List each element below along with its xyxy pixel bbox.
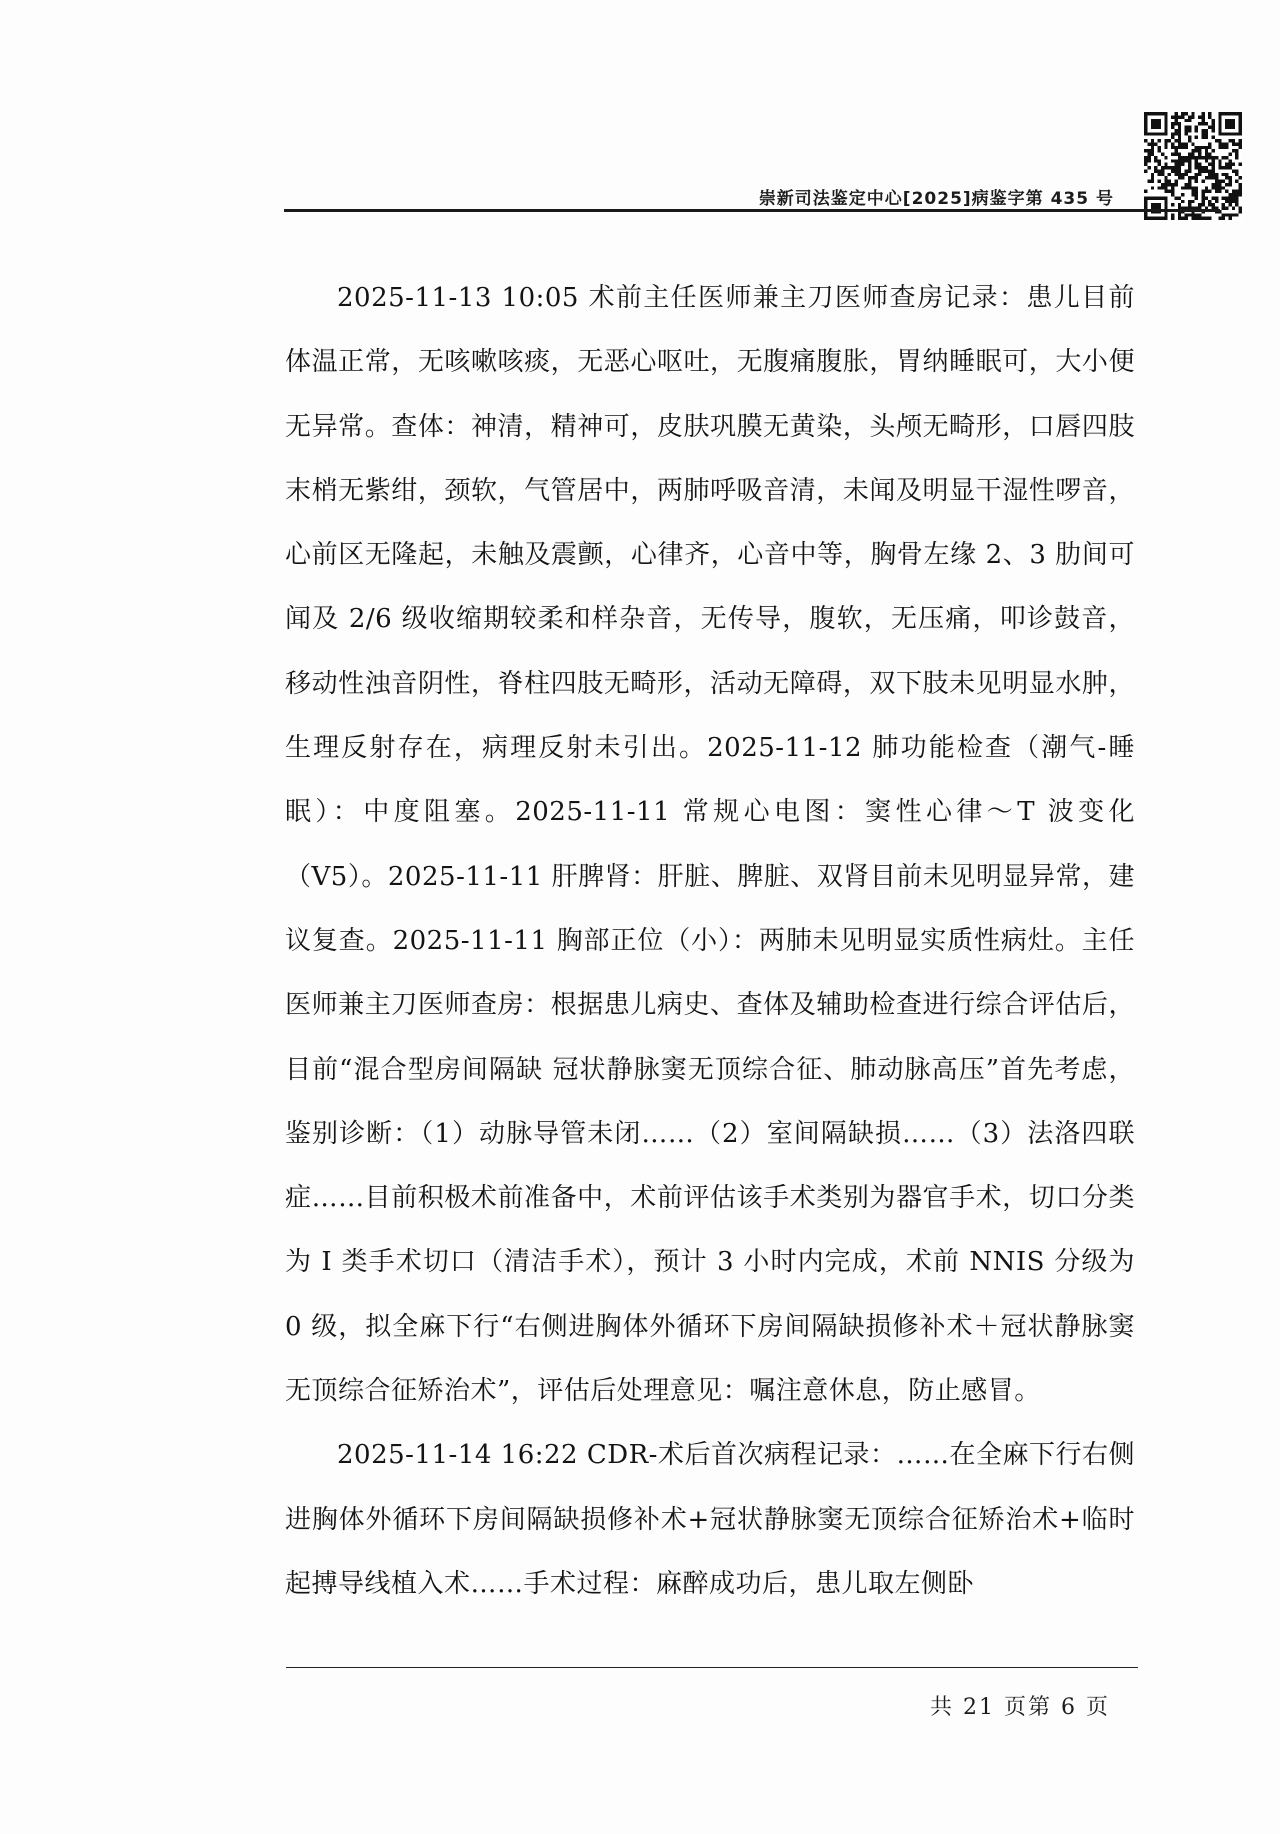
page-indicator: 共 21 页第 6 页 <box>930 1695 1110 1720</box>
document-body <box>285 266 1135 1616</box>
paragraph-postop-progress-note: 2025-11-14 16:22 CDR-术后首次病程记录：……在全麻下行右侧进胸体外循环下房间隔缺损修补术+冠状静脉窦无顶综合征矫治术+临时起搏导线植入术……手术过程：麻醉成功后，患儿取左侧卧 <box>285 1440 1135 1599</box>
header-divider <box>284 209 1220 212</box>
document-reference-number: 崇新司法鉴定中心[2025]病鉴字第 435 号 <box>758 189 1114 209</box>
paragraph-preop-ward-round: 2025-11-13 10:05 术前主任医师兼主刀医师查房记录：患儿目前体温正常，无咳嗽咳痰，无恶心呕吐，无腹痛腹胀，胃纳睡眠可，大小便无异常。查体：神清，精神可，皮肤巩膜无黄染，头颅无畸形，口唇四肢末梢无紫绀，颈软，气管居中，两肺呼吸音清，未闻及明显干湿性啰音，心前区无隆起，未触及震颤，心律齐，心音中等，胸骨左缘 2、3 肋间可闻及 2/6 级收缩期较柔和样杂音，无传导，腹软，无压痛，叩诊鼓音，移动性浊音阴性，脊柱四肢无畸形，活动无障碍，双下肢未见明显水肿，生理反射存在，病理反射未引出。2025-11-12 肺功能检查（潮气-睡眠）：中度阻塞。2025-11-11 常规心电图：窦性心律～T 波变化（V5）。2025-11-11 肝脾肾：肝脏、脾脏、双肾目前未见明显异常，建议复查。2025-11-11 胸部正位（小）：两肺未见明显实质性病灶。主任医师兼主刀医师查房：根据患儿病史、查体及辅助检查进行综合评估后，目前“混合型房间隔缺 冠状静脉窦无顶综合征、肺动脉高压”首先考虑，鉴别诊断：（1）动脉导管未闭……（2）室间隔缺损……（3）法洛四联症……目前积极术前准备中，术前评估该手术类别为器官手术，切口分类为 I 类手术切口（清洁手术），预计 3 小时内完成，术前 NNIS 分级为 0 级，拟全麻下行“右侧进胸体外循环下房间隔缺损修补术＋冠状静脉窦无顶综合征矫治术”，评估后处理意见：嘱注意休息，防止感冒。 <box>285 283 1135 1407</box>
footer-divider <box>286 1667 1138 1668</box>
qr-code-icon <box>1144 112 1242 220</box>
